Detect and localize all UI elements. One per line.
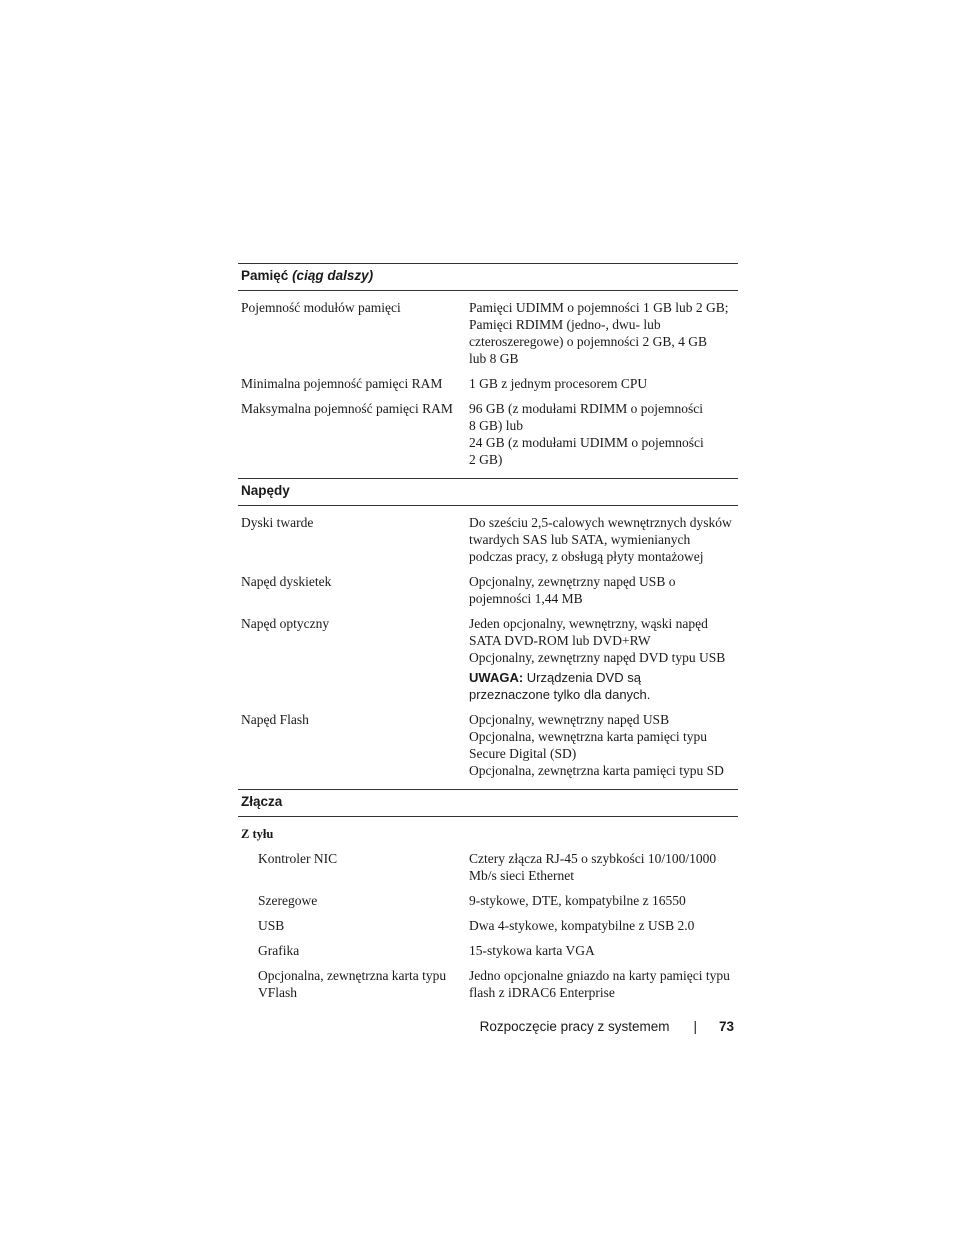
value-line: 96 GB (z modułami RDIMM o pojemności <box>469 401 703 416</box>
value-line: 24 GB (z modułami UDIMM o pojemności <box>469 435 704 450</box>
spec-value <box>469 514 735 565</box>
value-line: lub 8 GB <box>469 351 519 366</box>
spec-value <box>469 850 735 884</box>
note-title: UWAGA: <box>469 670 524 685</box>
spec-value <box>469 892 735 909</box>
spec-row <box>238 615 738 703</box>
spec-value <box>469 573 735 607</box>
value-line: Cztery złącza RJ-45 o szybkości 10/100/1000 <box>469 851 717 866</box>
spec-label <box>241 967 469 1001</box>
value-line: 15-stykowa karta VGA <box>469 943 595 958</box>
spec-value <box>469 967 735 1001</box>
spec-row <box>238 711 738 779</box>
section-title: Napędy <box>241 483 290 498</box>
value-line: Jeden opcjonalny, wewnętrzny, wąski napęd <box>469 616 708 631</box>
spec-row <box>238 967 738 1001</box>
spec-row <box>238 375 738 392</box>
value-line: Dwa 4-stykowe, kompatybilne z USB 2.0 <box>469 918 695 933</box>
note-text: Urządzenia DVD są <box>526 670 641 685</box>
value-line: 2 GB) <box>469 452 503 467</box>
label-line: VFlash <box>258 985 298 1000</box>
value-line: 8 GB) lub <box>469 418 523 433</box>
value-line: Opcjonalny, zewnętrzny napęd DVD typu USB <box>469 650 726 665</box>
spec-row <box>238 400 738 468</box>
page-number: 73 <box>718 1019 734 1034</box>
spec-value <box>469 917 735 934</box>
spec-label: Grafika <box>258 943 300 958</box>
spec-label: Szeregowe <box>258 893 318 908</box>
spec-label: USB <box>258 918 285 933</box>
section-header-drives <box>238 478 738 506</box>
spec-row <box>238 892 738 909</box>
footer-chapter-title: Rozpoczęcie pracy z systemem <box>479 1019 670 1034</box>
value-line: Secure Digital (SD) <box>469 746 577 761</box>
spec-label: Napęd Flash <box>241 712 309 727</box>
value-line: pojemności 1,44 MB <box>469 591 583 606</box>
spec-value <box>469 942 735 959</box>
page-footer <box>470 1019 734 1034</box>
value-line: Opcjonalna, zewnętrzna karta pamięci typu SD <box>469 763 724 778</box>
spec-label: Napęd optyczny <box>241 616 330 631</box>
value-line: Jedno opcjonalne gniazdo na karty pamięci typu <box>469 968 730 983</box>
value-line: czteroszeregowe) o pojemności 2 GB, 4 GB <box>469 334 708 349</box>
section-title: Złącza <box>241 794 283 809</box>
subsection-title: Z tyłu <box>241 827 274 841</box>
spec-value <box>469 615 735 703</box>
section-title-suffix: (ciąg dalszy) <box>292 268 374 283</box>
value-line: twardych SAS lub SATA, wymienianych <box>469 532 691 547</box>
value-line: Pamięci RDIMM (jedno-, dwu- lub <box>469 317 661 332</box>
value-line: Opcjonalny, zewnętrzny napęd USB o <box>469 574 676 589</box>
spec-label: Dyski twarde <box>241 515 314 530</box>
note-text: przeznaczone tylko dla danych. <box>469 687 651 702</box>
spec-label: Maksymalna pojemność pamięci RAM <box>241 401 453 416</box>
spec-table <box>238 263 738 1001</box>
spec-row <box>238 917 738 934</box>
value-line: 9-stykowe, DTE, kompatybilne z 16550 <box>469 893 686 908</box>
value-line: Opcjonalny, wewnętrzny napęd USB <box>469 712 670 727</box>
value-line: Pamięci UDIMM o pojemności 1 GB lub 2 GB; <box>469 300 729 315</box>
spec-row <box>238 942 738 959</box>
footer-separator: | <box>693 1019 697 1034</box>
spec-value <box>469 711 735 779</box>
value-line: Do sześciu 2,5-calowych wewnętrznych dysków <box>469 515 732 530</box>
value-line: Opcjonalna, wewnętrzna karta pamięci typu <box>469 729 708 744</box>
spec-row <box>238 850 738 884</box>
label-line: Opcjonalna, zewnętrzna karta typu <box>258 968 447 983</box>
spec-label: Pojemność modułów pamięci <box>241 300 401 315</box>
spec-row <box>238 573 738 607</box>
note <box>469 669 735 703</box>
spec-value <box>469 375 735 392</box>
spec-label: Kontroler NIC <box>258 851 338 866</box>
value-line: podczas pracy, z obsługą płyty montażowej <box>469 549 704 564</box>
value-line: 1 GB z jednym procesorem CPU <box>469 376 648 391</box>
spec-value <box>469 299 735 367</box>
spec-value <box>469 400 735 468</box>
value-line: flash z iDRAC6 Enterprise <box>469 985 615 1000</box>
section-title: Pamięć <box>241 268 289 283</box>
value-line: Mb/s sieci Ethernet <box>469 868 574 883</box>
spec-label: Napęd dyskietek <box>241 574 332 589</box>
value-line: SATA DVD-ROM lub DVD+RW <box>469 633 651 648</box>
spec-label: Minimalna pojemność pamięci RAM <box>241 376 443 391</box>
section-header-connectors <box>238 789 738 817</box>
spec-row <box>238 514 738 565</box>
spec-row <box>238 299 738 367</box>
section-header-memory <box>238 263 738 291</box>
